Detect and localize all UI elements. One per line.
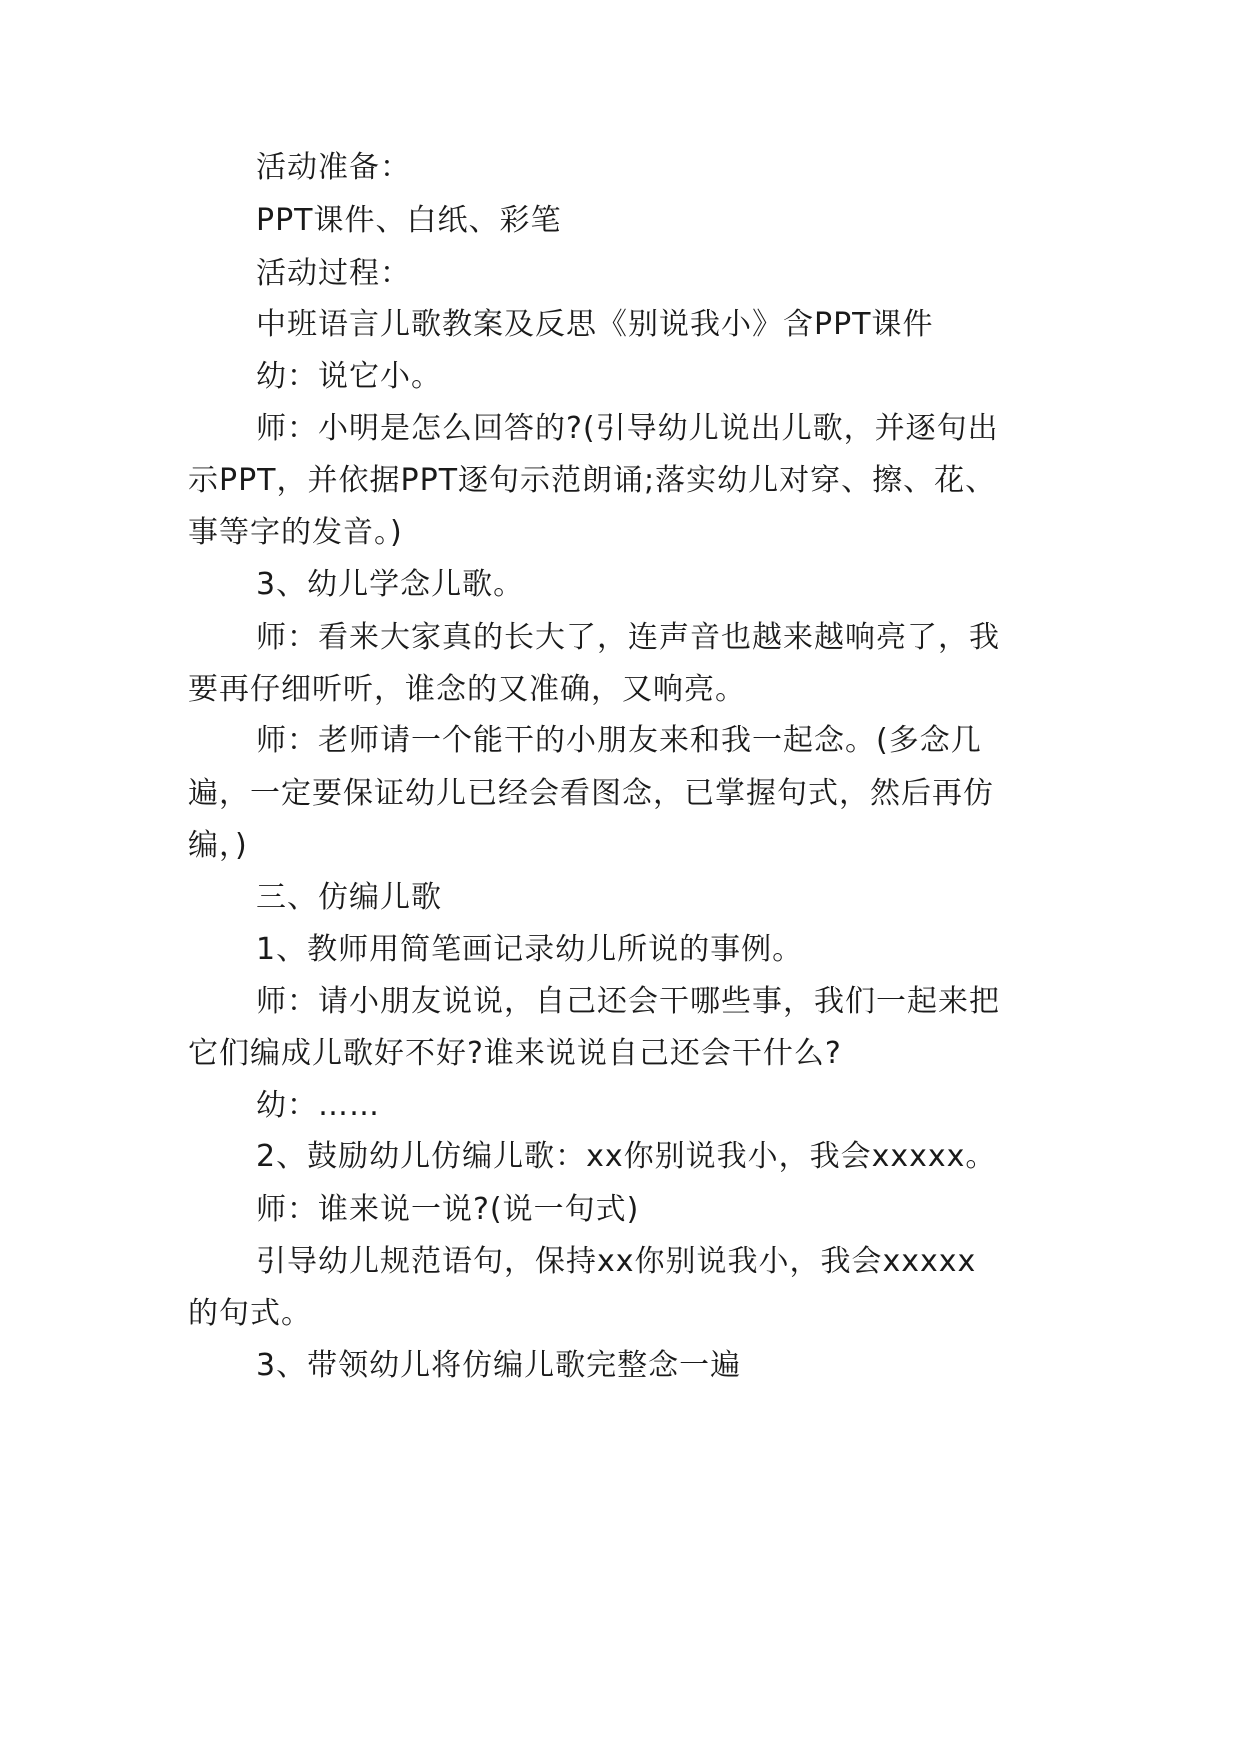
- text-line: 3、带领幼儿将仿编儿歌完整念一遍: [256, 1348, 742, 1383]
- text-line: 2、鼓励幼儿仿编儿歌：xx你别说我小，我会xxxxx。: [256, 1139, 997, 1174]
- text-line: 师：老师请一个能干的小朋友来和我一起念。(多念几: [256, 723, 982, 758]
- text-line: 它们编成儿歌好不好?谁来说说自己还会干什么?: [188, 1036, 842, 1071]
- text-line: PPT课件、白纸、彩笔: [256, 203, 562, 238]
- text-line: 要再仔细听听，谁念的又准确，又响亮。: [188, 672, 746, 707]
- text-line: 活动过程：: [256, 256, 411, 291]
- text-line: 事等字的发音。): [188, 515, 403, 550]
- text-line: 师：谁来说一说?(说一句式): [256, 1192, 640, 1227]
- text-line: 幼：……: [256, 1088, 380, 1123]
- text-line: 编，): [188, 828, 248, 863]
- text-line: 1、教师用简笔画记录幼儿所说的事例。: [256, 932, 804, 967]
- text-line: 活动准备：: [256, 150, 411, 185]
- text-line: 中班语言儿歌教案及反思《别说我小》含PPT课件: [256, 307, 934, 342]
- text-line: 遍，一定要保证幼儿已经会看图念，已掌握句式，然后再仿: [188, 776, 994, 811]
- text-line: 的句式。: [188, 1296, 312, 1331]
- text-line: 示PPT，并依据PPT逐句示范朗诵;落实幼儿对穿、擦、花、: [188, 463, 997, 498]
- text-line: 3、幼儿学念儿歌。: [256, 567, 525, 602]
- text-line: 幼：说它小。: [256, 359, 442, 394]
- text-line: 师：小明是怎么回答的?(引导幼儿说出儿歌，并逐句出: [256, 411, 999, 446]
- text-line: 三、仿编儿歌: [256, 880, 442, 915]
- text-line: 引导幼儿规范语句，保持xx你别说我小，我会xxxxx: [256, 1244, 977, 1279]
- text-line: 师：看来大家真的长大了，连声音也越来越响亮了，我: [256, 620, 1000, 655]
- text-line: 师：请小朋友说说，自己还会干哪些事，我们一起来把: [256, 984, 1000, 1019]
